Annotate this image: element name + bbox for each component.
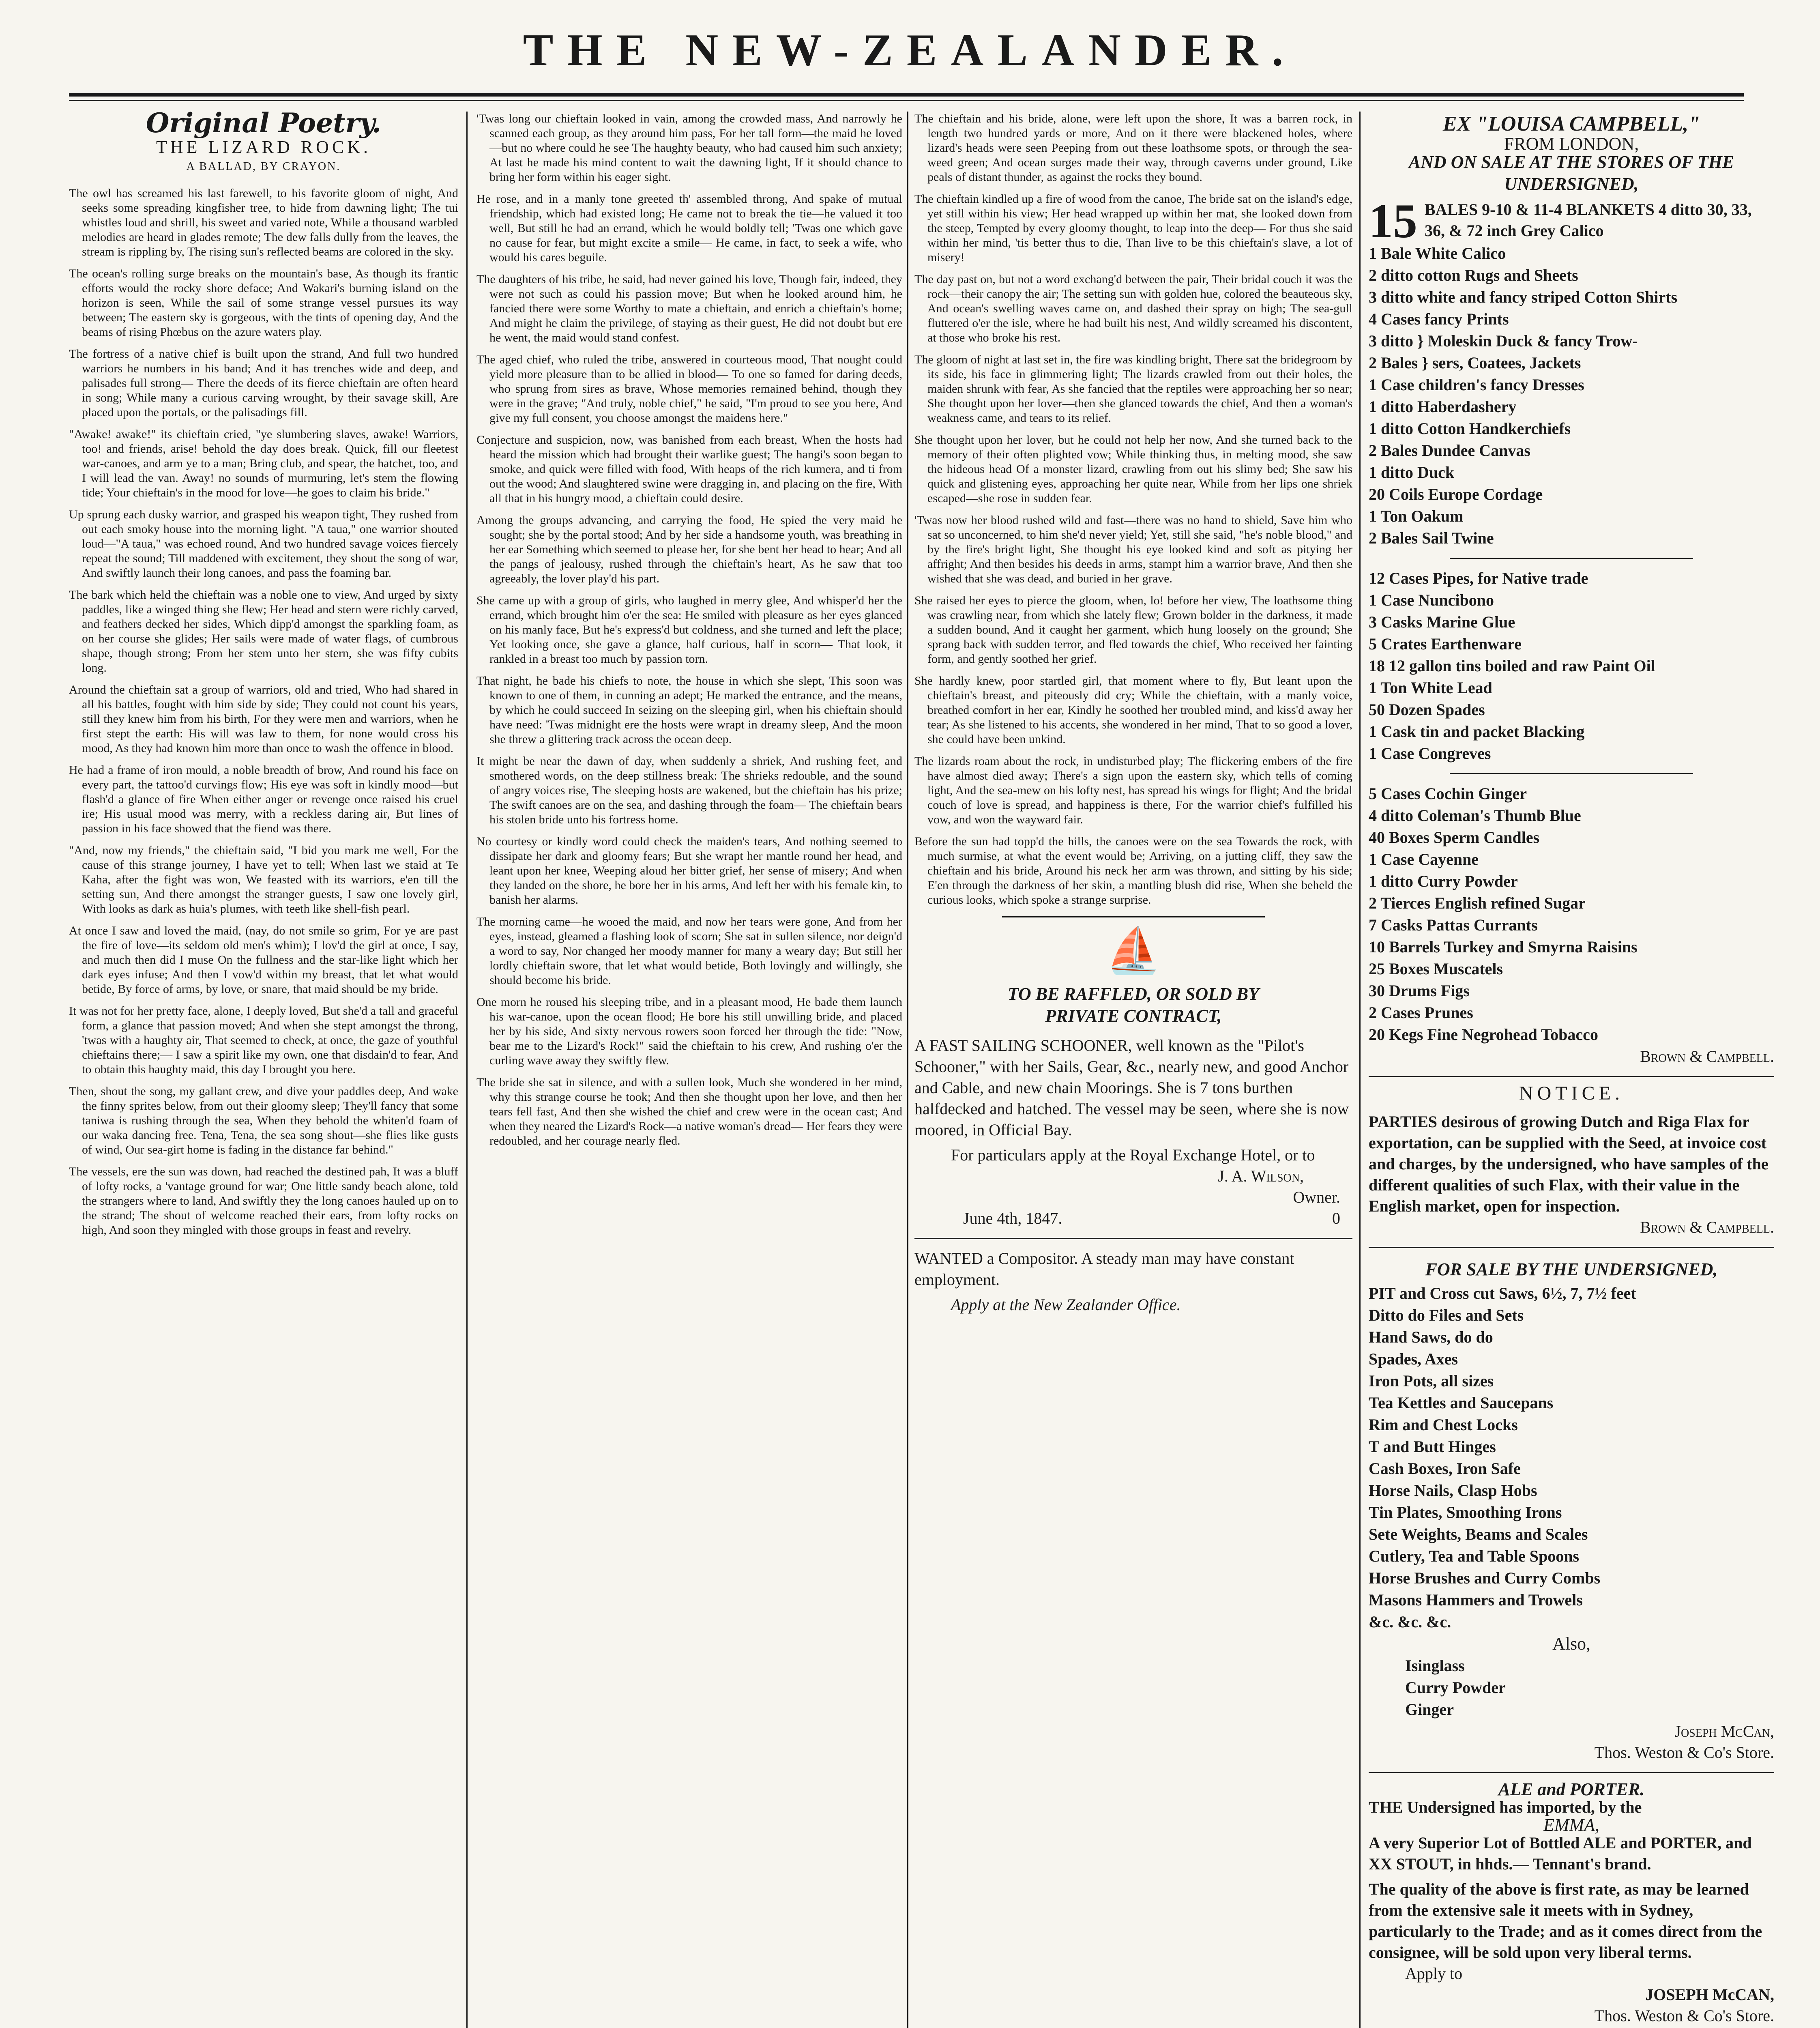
list-item: 1 Case Congreves xyxy=(1369,744,1491,763)
poem-stanza: The aged chief, who ruled the tribe, answered in courteous mood, That nought could yield more pleasure than to be allied in blood— To one so famed for daring deeds, who sprung from sires as brave, Whose memories remained behind, though they were in the grave; "And truly, noble chief," he said, "I'm proud to see you here, And give my full consent, you choose amongst the maidens here." xyxy=(476,353,902,425)
poem-stanza: The fortress of a native chief is built upon the strand, And full two hundred warriors he numbers in his band; And it has trenches wide and deep, and palisades full strong— There the deeds of its fierce chieftain are often heard in song; While many a curious carving wrought, by their savage skill, Are placed upon the portals, or the palisadings fill. xyxy=(69,347,458,419)
poem-stanza: Before the sun had topp'd the hills, the canoes were on the sea Towards the rock, with much surmise, at what the event would be; Arriving, on a jutting cliff, they saw the chieftain and his bride, Around his neck her arm was thrown, and sitting by his side; E'en through the darkness of her skin, a mantling blush did rise, When she beheld the curious looks, which spoke a strange surprise. xyxy=(914,835,1352,907)
list-item: 3 ditto } Moleskin Duck & fancy Trow- xyxy=(1369,332,1638,350)
poem-stanza: The day past on, but not a word exchang'd between the pair, Their bridal couch it was the rock—their canopy the air; The setting sun with golden hue, colored the beauteous sky, And ocean's swelling waves came on, and dashed their spray on high; The sea-gull fluttered o'er the isle, where he had built his nest, And wildly screamed his discontent, at those who broke his rest. xyxy=(914,273,1352,344)
list-item: 5 Crates Earthenware xyxy=(1369,635,1522,653)
forsale-sig-1: Joseph McCan, xyxy=(1674,1722,1774,1740)
list-item: &c. &c. &c. xyxy=(1369,1613,1451,1631)
poem-subtitle: A BALLAD, BY CRAYON. xyxy=(186,160,341,173)
list-item: 1 Ton White Lead xyxy=(1369,679,1492,697)
list-item: 10 Barrels Turkey and Smyrna Raisins xyxy=(1369,938,1638,956)
ale-ship: EMMA, xyxy=(1543,1815,1600,1835)
compositor-body: WANTED a Compositor. A steady man may have constant employment. xyxy=(914,1249,1294,1289)
list-item: 30 Drums Figs xyxy=(1369,982,1470,1000)
notice-body: PARTIES desirous of growing Dutch and Riga Flax for exportation, can be supplied with the Seed, at invoice cost and charges, by the undersigned, who have samples of the different qualities of such Flax, with their value in the English market, open for inspection. xyxy=(1369,1113,1768,1215)
raffle-heading xyxy=(914,983,1352,1027)
divider xyxy=(914,1238,1352,1239)
forsale-items xyxy=(1369,1283,1774,1633)
poem-stanza: 'Twas now her blood rushed wild and fast—there was no hand to shield, Save him who sat so unconcerned, to him she'd never yield; Yet, still she said, "he's noble blood," and by the fire's bright light, She thought his eye looked kind and soft as pitying her affright; And then besides his deeds in arms, stampt him a warrior brave, And then she wished that she was dead, and buried in her grave. xyxy=(914,513,1352,585)
louisa-items-2 xyxy=(1369,568,1774,764)
list-item: 1 Case Cayenne xyxy=(1369,850,1479,868)
poem-stanza: "And, now my friends," the chieftain said, "I bid you mark me well, For the cause of this strange journey, I have yet to tell; When last we staid at Te Kaha, after the fight was won, We feasted with its warriors, e'en till the setting sun, And there amongst the stranger guests, I saw one lovely girl, With looks as dark as huia's plumes, with teeth like shell-fish pearl. xyxy=(69,844,458,915)
list-item: 20 Coils Europe Cordage xyxy=(1369,485,1543,503)
divider xyxy=(1369,1772,1774,1773)
list-item: 1 Case children's fancy Dresses xyxy=(1369,376,1584,394)
poem-stanza: It might be near the dawn of day, when suddenly a shriek, And rushing feet, and smothered words, on the deep stillness break: The shrieks redouble, and the sound of angry voices rise, The sleeping hosts are wakened, but the chieftain has his prize; The swift canoes are on the sea, and dashing through the foam— The chieftain bears his stolen bride unto his fortress home. xyxy=(476,754,902,826)
ale-sig-1: JOSEPH McCAN, xyxy=(1645,1985,1774,2004)
poem-stanza: She raised her eyes to pierce the gloom, when, lo! before her view, The loathsome thing was crawling near, from which she lately flew; Grown bolder in the darkness, it made a sudden bound, And it caught her garment, which hung loosely on the ground; She sprang back with sudden terror, and fled towards the chief, Who received her fainting form, and gently soothed her grief. xyxy=(914,594,1352,666)
list-item: 1 Bale White Calico xyxy=(1369,244,1506,262)
raffle-number: 0 xyxy=(1332,1209,1340,1227)
list-item: Cutlery, Tea and Table Spoons xyxy=(1369,1547,1580,1565)
raffle-apply: For particulars apply at the Royal Exchange Hotel, or to xyxy=(951,1146,1315,1164)
list-item: 1 Cask tin and packet Blacking xyxy=(1369,722,1585,741)
forsale-heading: FOR SALE BY THE UNDERSIGNED, xyxy=(1425,1259,1718,1279)
masthead: THE NEW-ZEALANDER. xyxy=(523,25,1297,75)
poem-stanza: Then, shout the song, my gallant crew, and dive your paddles deep, And wake the finny sprites below, from out their gloomy sleep; They'll fancy that some taniwa is rushing through the sea, When they behold the whiten'd foam of our waka dancing free. Tena, Tena, the sea song shout—she flies like gusts of wind, Our sea-girt home is fading in the distance far behind." xyxy=(69,1085,458,1156)
list-item: 4 Cases fancy Prints xyxy=(1369,310,1509,328)
poem-stanza: The chieftain and his bride, alone, were left upon the shore, It was a barren rock, in length two hundred yards or more, And on it there were blackened holes, where lizard's heads were seen Peeping from out these loathsome spots, or through the sea-weed green; And ocean surges made their way, through caverns under ground, Like peals of distant thunder, as against the rocks they bound. xyxy=(914,112,1352,184)
poem-stanza: The daughters of his tribe, he said, had never gained his love, Though fair, indeed, they were not such as could his passion move; But when he looked around him, he fancied there were some Worthy to mate a chieftain, and enrich a chieftain's home; And might he claim the privilege, of staying as their guest, He did not doubt but ere he went, the maid would stand confest. xyxy=(476,273,902,344)
poem-stanza: Up sprung each dusky warrior, and grasped his weapon tight, They rushed from out each smoky house into the morning light. "A taua," one warrior shouted loud—"A taua," was echoed round, And two hundred savage voices fiercely repeat the sound; Till maddened with excitement, they shout the song of war, And swiftly launch their long canoes, and pass the foaming bar. xyxy=(69,508,458,580)
poem-stanza: One morn he roused his sleeping tribe, and in a pleasant mood, He bade them launch his war-canoe, upon the ocean flood; He bore his still unwilling bride, and placed her by his side, And sixty nervous rowers soon forced her through the tide: "Now, bear me to the Lizard's Rock!" said the chieftain to his crew, And rushing o'er the curling wave away they swiftly flew. xyxy=(476,995,902,1067)
poem-stanzas xyxy=(914,112,1352,907)
raffle-ad xyxy=(914,1035,1352,1229)
list-item: 7 Casks Pattas Currants xyxy=(1369,916,1538,934)
poem-stanza: No courtesy or kindly word could check the maiden's tears, And nothing seemed to dissipate her dark and gloomy fears; But she wrapt her mantle round her head, and leant upon her knee, Weeping aloud her bitter grief, her sense of misery; And when they landed on the shore, he bore her in his arms, And left her with his female kin, to banish her alarms. xyxy=(476,835,902,907)
raffle-role: Owner. xyxy=(1293,1188,1340,1206)
list-item: Spades, Axes xyxy=(1369,1350,1458,1368)
column-divider xyxy=(466,112,468,2028)
poetry-column-3 xyxy=(914,112,1352,2028)
divider xyxy=(1369,1076,1774,1077)
ale-body-2: A very Superior Lot of Bottled ALE and PORTER, and XX STOUT, in hhds.— Tennant's brand. xyxy=(1369,1834,1752,1873)
list-item: 25 Boxes Muscatels xyxy=(1369,960,1503,978)
poem-stanza: At once I saw and loved the maid, (nay, do not smile so grim, For ye are past the fire of love—its seldom old men's whim); I lov'd the girl at once, I say, and much then did I muse On the fullness and the star-like light which her dark eyes infuse; And then I vow'd within my breast, that let what would betide, By force of arms, by love, or snare, that maid should be my bride. xyxy=(69,924,458,996)
forsale-also: Also, xyxy=(1552,1634,1591,1654)
ale-sig-2: Thos. Weston & Co's Store. xyxy=(1594,2007,1774,2025)
list-item: 2 Bales Sail Twine xyxy=(1369,529,1494,547)
louisa-signature: Brown & Campbell. xyxy=(1640,1047,1774,1066)
divider xyxy=(1002,916,1265,917)
poem-stanza: She came up with a group of girls, who laughed in merry glee, And whisper'd her the errand, which brought him o'er the sea: He smiled with pleasure as her eyes glanced on his manly face, But he's express'd but coldness, and she turned and left the place; Yet looking once, she gave a glance, half curious, half in scorn— That look, it rankled in a breast too much by passion torn. xyxy=(476,594,902,666)
big-number: 15 xyxy=(1369,194,1417,248)
ship-icon: ⛵ xyxy=(1105,926,1161,975)
section-heading: Original Poetry. xyxy=(146,112,382,139)
list-item: PIT and Cross cut Saws, 6½, 7, 7½ feet xyxy=(1369,1284,1636,1302)
poem-stanza: It was not for her pretty face, alone, I deeply loved, But she'd a tall and graceful form, a glance that passion moved; And when she stept amongst the throng, 'twas with a haughty air, That seemed to check, at once, the gaze of youthful chieftains there;— I saw a spirit like my own, one that disdain'd to fear, And to obtain this haughty maid, this day I brought you here. xyxy=(69,1004,458,1076)
louisa-heading-1: EX "LOUISA CAMPBELL," xyxy=(1442,112,1700,135)
list-item: Tin Plates, Smoothing Irons xyxy=(1369,1503,1562,1521)
forsale-items-2 xyxy=(1369,1655,1774,1720)
list-item: Ditto do Files and Sets xyxy=(1369,1306,1524,1324)
poem-stanza: "Awake! awake!" its chieftain cried, "ye slumbering slaves, awake! Warriors, too! and friends, arise! behold the day does break. Quick, fill our fleetest war-canoes, and arm ye to a man; Bring club, and spear, the hatchet, too, and I will lead the van. Away! no sounds of murmuring, let's stem the flowing tide; Your chieftain's in the mood for love—he goes to claim his bride." xyxy=(69,428,458,499)
list-item: 3 Casks Marine Glue xyxy=(1369,613,1515,631)
list-item: 2 Cases Prunes xyxy=(1369,1003,1473,1022)
compositor-apply: Apply at the New Zealander Office. xyxy=(951,1295,1181,1314)
poem-stanza: The morning came—he wooed the maid, and now her tears were gone, And from her eyes, instead, gleamed a flashing look of scorn; She sat in sullen silence, nor deign'd a word to say, Nor changed her moody manner for many a weary day; But still her lordly chieftain swore, that let what would betide, Both lovingly and willingly, she should become his bride. xyxy=(476,915,902,987)
list-item: 4 ditto Coleman's Thumb Blue xyxy=(1369,806,1581,825)
poem-stanza: That night, he bade his chiefs to note, the house in which she slept, This soon was known to one of them, in cunning an adept; He marked the entrance, and the means, by which he could succeed In seizing on the sleeping girl, when his chieftain should have need: 'Twas midnight ere the hosts were wrapt in dreamy sleep, And the moon she threw a glittering track across the ocean deep. xyxy=(476,674,902,746)
list-item: Isinglass xyxy=(1405,1656,1465,1675)
poem-stanza: He rose, and in a manly tone greeted th' assembled throng, And spake of mutual friendship, which had existed long; He came not to break the tie—he valued it too well, But still he had an errand, which he would boldly tell; 'Twas one which gave no cause for fear, but might excite a smile— He came, in fact, to seek a wife, who would his cares beguile. xyxy=(476,192,902,264)
louisa-items-3 xyxy=(1369,783,1774,1045)
column-divider xyxy=(1359,112,1361,2028)
poem-stanzas xyxy=(69,186,458,1237)
list-item: Masons Hammers and Trowels xyxy=(1369,1591,1583,1609)
ale-apply: Apply to xyxy=(1405,1964,1463,1983)
notice-signature: Brown & Campbell. xyxy=(1640,1218,1774,1236)
list-item: Ginger xyxy=(1405,1700,1454,1719)
ale-heading: ALE and PORTER. xyxy=(1498,1779,1645,1799)
louisa-first-text: BALES 9-10 & 11-4 BLANKETS 4 ditto 30, 33, 36, & 72 inch Grey Calico xyxy=(1425,200,1752,240)
poem-stanza: 'Twas long our chieftain looked in vain, among the crowded mass, And narrowly he scanned each group, as they around him pass, For her tall form—the maid he loved—but no where could he see The haughty beauty, who had caused him such anxiety; At last he made his mind content to wait the dawning light, If it should chance to bring her form within his eager sight. xyxy=(476,112,902,184)
list-item: T and Butt Hinges xyxy=(1369,1437,1496,1456)
poem-stanza: The vessels, ere the sun was down, had reached the destined pah, It was a bluff of lofty rocks, a 'vantage ground for war; One little sandy beach alone, told the strangers where to land, And swiftly they the long canoes hauled up on to the strand; The shout of welcome reached their ears, from lofty rocks on high, And soon they mingled with those groups in feast and revelry. xyxy=(69,1165,458,1237)
divider xyxy=(1450,558,1693,559)
poetry-column-1 xyxy=(69,112,458,2028)
poem-stanza: She hardly knew, poor startled girl, that moment where to fly, But leant upon the chieftain's breast, and piteously did cry; While the chieftain, with a manly voice, breathed comfort in her ear, Kindly he soothed her troubled mind, and kiss'd away her tear; As she listened to his accents, she wondered in her mind, That to so good a lover, she could have been unkind. xyxy=(914,674,1352,746)
list-item: Hand Saws, do do xyxy=(1369,1328,1493,1346)
list-item: 2 Bales } sers, Coatees, Jackets xyxy=(1369,354,1581,372)
list-item: 2 Bales Dundee Canvas xyxy=(1369,441,1530,460)
list-item: Iron Pots, all sizes xyxy=(1369,1372,1494,1390)
list-item: Horse Brushes and Curry Combs xyxy=(1369,1569,1601,1587)
list-item: 2 Tierces English refined Sugar xyxy=(1369,894,1586,912)
poem-stanza: She thought upon her lover, but he could not help her now, And she turned back to the memory of their often plighted vow; While thinking thus, in melting mood, she saw the hideous head Of a monster lizard, crawling from out his slimy bed; She saw his quick and glistening eyes, approaching her quite near, While from her lips one shriek escaped—she rose in sudden fear. xyxy=(914,433,1352,505)
list-item: 40 Boxes Sperm Candles xyxy=(1369,828,1540,846)
list-item: 1 ditto Curry Powder xyxy=(1369,872,1518,890)
column-divider xyxy=(907,112,908,2028)
poem-stanza: The lizards roam about the rock, in undisturbed play; The flickering embers of the fire have almost died away; There's a sign upon the eastern sky, which tells of coming light, And the sea-mew on his lofty nest, has spread his wings for flight; And the bridal couch of love is spread, and happiness is there, For the warrior chief's fulfilled his vow, and won the wayward fair. xyxy=(914,754,1352,826)
poem-stanza: The ocean's rolling surge breaks on the mountain's base, As though its frantic efforts would the rocky shore deface; And Wakari's burning island on the horizon is seen, While the sail of some strange vessel pursues its way between; The eastern sky is gorgeous, with the tints of opening day, And the beams of rising Phœbus on the azure waters play. xyxy=(69,267,458,339)
raffle-name: J. A. Wilson, xyxy=(1218,1167,1304,1185)
masthead-rule-thin xyxy=(69,100,1744,101)
notice-title: NOTICE. xyxy=(1519,1083,1624,1104)
poem-stanza: The bark which held the chieftain was a noble one to view, And urged by sixty paddles, like a winged thing she flew; Her head and stern were richly carved, and feathers decked her sides, Which dipp'd amongst the sparkling foam, as on her course she glides; Her sails were made of water flags, of cumbrous shape, though strong; From her stem unto her stern, she was fifty cubits long. xyxy=(69,588,458,675)
ads-column xyxy=(1369,112,1774,2028)
poem-title: THE LIZARD ROCK. xyxy=(156,137,371,157)
list-item: 2 ditto cotton Rugs and Sheets xyxy=(1369,266,1578,284)
list-item: 1 ditto Haberdashery xyxy=(1369,397,1517,416)
raffle-body: A FAST SAILING SCHOONER, well known as the "Pilot's Schooner," with her Sails, Gear, &c., nearly new, and good Anchor and Cable, and new chain Moorings. She is 7 tons burthen halfdecked and hatched. The vessel may be seen, where she is now moored, in Official Bay. xyxy=(914,1036,1349,1139)
raffle-date: June 4th, 1847. xyxy=(963,1209,1062,1227)
list-item: Horse Nails, Clasp Hobs xyxy=(1369,1481,1537,1500)
list-item: Curry Powder xyxy=(1405,1678,1506,1697)
raffle-heading-line1: TO BE RAFFLED, OR SOLD BY xyxy=(1007,984,1260,1004)
louisa-heading-2: FROM LONDON, xyxy=(1504,134,1639,154)
poem-stanza: The chieftain kindled up a fire of wood from the canoe, The bride sat on the island's edge, yet still within his view; Her head wrapped up within her mat, she looked down from the steep, Tempted by every gloomy thought, to leap into the deep— For thus she said within her mind, 'tis better thus to die, Than live to be this chieftain's slave, a lot of misery! xyxy=(914,192,1352,264)
poem-stanza: The bride she sat in silence, and with a sullen look, Much she wondered in her mind, why this strange course he took; And then she thought upon her love, and then her tears fell fast, And then she wished the chief and crew were in the ocean cast; And when they neared the Lizard's Rock—a native woman's dread— Her fears they were redoubled, and her courage nearly fled. xyxy=(476,1076,902,1147)
list-item: 1 ditto Duck xyxy=(1369,463,1455,481)
forsale-sig-2: Thos. Weston & Co's Store. xyxy=(1594,1743,1774,1762)
poem-stanza: The gloom of night at last set in, the fire was kindling bright, There sat the bridegroom by its side, his face in glimmering light; The lizards crawled from out their holes, the maiden shrunk with fear, As she fancied that the reptiles were approaching her so near; She thought upon her lover—then she glanced towards the chief, And then a woman's weakness came, and tears to its relief. xyxy=(914,353,1352,425)
compositor-ad xyxy=(914,1248,1352,1315)
poem-stanza: He had a frame of iron mould, a noble breadth of brow, And round his face on every part, the tattoo'd curvings flow; His eye was soft in kindly mood—but flash'd a glance of fire When either anger or revenge once raised his cruel ire; His usual mood was merry, with a reckless daring air, But lines of passion in his face showed that the fiend was there. xyxy=(69,763,458,835)
list-item: Cash Boxes, Iron Safe xyxy=(1369,1459,1521,1478)
list-item: 12 Cases Pipes, for Native trade xyxy=(1369,569,1588,587)
raffle-heading-line2: PRIVATE CONTRACT, xyxy=(1045,1006,1222,1026)
list-item: 5 Cases Cochin Ginger xyxy=(1369,784,1527,803)
list-item: Sete Weights, Beams and Scales xyxy=(1369,1525,1588,1543)
poem-stanza: The owl has screamed his last farewell, to his favorite gloom of night, And seeks some spreading kingfisher tree, to hide from dawning light; The tui whistles loud and shrill, his sweet and varied note, While a thousand warbled melodies are heard in glades remote; The dew falls dully from the leaves, the stream is rippling by, The rising sun's reflected beams are colored in the sky. xyxy=(69,187,458,258)
list-item: 20 Kegs Fine Negrohead Tobacco xyxy=(1369,1025,1598,1044)
list-item: 18 12 gallon tins boiled and raw Paint Oil xyxy=(1369,657,1655,675)
louisa-items-1 xyxy=(1369,243,1774,549)
list-item: 3 ditto white and fancy striped Cotton Shirts xyxy=(1369,288,1678,306)
list-item: 1 Ton Oakum xyxy=(1369,507,1464,525)
ale-body-3: The quality of the above is first rate, as may be learned from the extensive sale it meets with in Sydney, particularly to the Trade; and as it comes direct from the consignee, will be sold upon very liberal terms. xyxy=(1369,1880,1762,1961)
masthead-rule xyxy=(69,93,1744,97)
poem-stanza: Conjecture and suspicion, now, was banished from each breast, When the hosts had heard the mission which had brought their warlike guest; The hangi's soon began to smoke, and quick were filled with food, With heaps of the rich kumera, and ti from out the wood; And slaughtered swine were dragging in, and placing on the fire, With all that in his hungry mood, a chieftain could desire. xyxy=(476,433,902,505)
louisa-heading-3: AND ON SALE AT THE STORES OF THE UNDERSIGNED, xyxy=(1408,152,1734,194)
list-item: 1 ditto Cotton Handkerchiefs xyxy=(1369,419,1571,438)
poem-stanzas xyxy=(476,112,902,1148)
list-item: Rim and Chest Locks xyxy=(1369,1416,1518,1434)
divider xyxy=(1450,773,1693,774)
poem-stanza: Among the groups advancing, and carrying the food, He spied the very maid he sought; she by the portal stood; And by her side a handsome youth, was breathing in her ear Something which seemed to please her, for she bent her head to hear; And all the pangs of jealousy, rushed through the chieftain's heart, As he saw that too agreeably, the lover play'd his part. xyxy=(476,513,902,585)
list-item: 1 Case Nuncibono xyxy=(1369,591,1494,609)
poem-stanza: Around the chieftain sat a group of warriors, old and tried, Who had shared in all his battles, fought with him side by side; They could not count his years, still they knew him from his birth, For they were men and warriors, when he first stept the earth: His will was law to them, for none would cross his mood, As they had known him more than once to wash the offence in blood. xyxy=(69,683,458,755)
ale-body-1: THE Undersigned has imported, by the xyxy=(1369,1798,1642,1816)
louisa-first-item xyxy=(1369,194,1774,248)
list-item: Tea Kettles and Saucepans xyxy=(1369,1394,1554,1412)
poetry-column-2 xyxy=(476,112,902,2028)
list-item: 50 Dozen Spades xyxy=(1369,700,1485,719)
divider xyxy=(1369,1247,1774,1248)
